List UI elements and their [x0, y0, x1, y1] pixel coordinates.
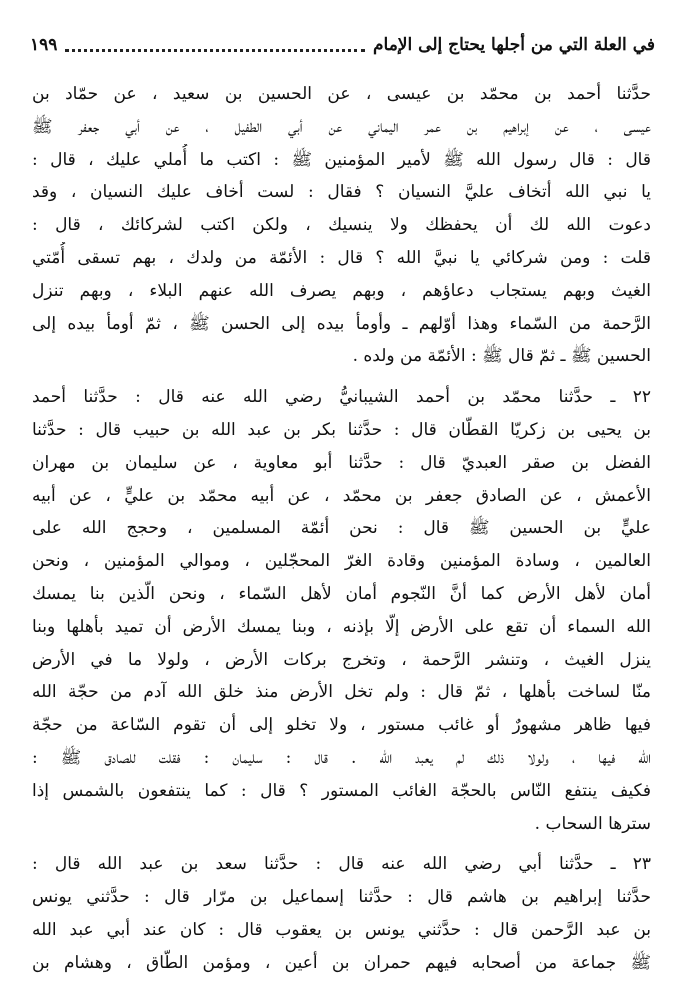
- text-line: بن عبد الرَّحمن قال : حدَّثني يونس بن يعقوب قال : كان عند أبي عبد الله: [32, 919, 651, 940]
- text-line: منّا لساخت بأهلها ، ثمّ قال : ولم تخل الأرض منذ خلق الله آدم من حجّة الله: [32, 682, 651, 703]
- chapter-title: في العلة التي من أجلها يحتاج إلى الإمام: [373, 35, 655, 55]
- text-line: حدَّثنا إبراهيم بن هاشم قال : حدَّثنا إسماعيل بن مرّار قال : حدَّثني يونس: [32, 887, 651, 908]
- body-text: [32, 78, 651, 980]
- text-line: أمان لأهل الأرض كما أنَّ النّجوم أمان لأهل السّماء ، ونحن الّذين بنا يمسك: [32, 583, 651, 604]
- text-line: سترها السحاب .: [534, 813, 651, 834]
- text-line: الرَّحمة من السّماء وهذا أوّلهم ـ وأومأ بيده إلى الحسن ﷺ ، ثمّ أومأ بيده إلى: [32, 313, 651, 334]
- text-line: ٢٣ ـ حدَّثنا أبي رضي الله عنه قال : حدَّثنا سعد بن عبد الله قال :: [32, 854, 651, 875]
- running-header: [30, 30, 655, 60]
- text-line: عيسى ، عن إبراهيم بن عمر اليماني عن أبي الطفيل ، عن أبي جعفر ﷺ: [32, 116, 651, 137]
- text-line: فيها ظاهر مشهورٌ أو غائب مستور ، ولا تخلو إلى أن تقوم السّاعة من حجّة: [32, 715, 651, 736]
- paragraph-22: [32, 381, 651, 840]
- text-line: بن يحيى بن زكريّا القطّان قال : حدَّثنا بكر بن عبد الله بن حبيب قال : حدَّثنا: [32, 419, 651, 440]
- text-line: الله السماء أن تقع على الأرض إلّا بإذنه ، وبنا يمسك الأرض أن تميد بأهلها وبنا: [32, 616, 651, 637]
- text-line: ٢٢ ـ حدَّثنا محمّد بن أحمد الشيبانيُّ رضي الله عنه قال : حدَّثنا أحمد: [32, 387, 651, 408]
- text-line: عليٍّ بن الحسين ﷺ قال : نحن أئمّة المسلمين ، وحجج الله على: [32, 518, 651, 539]
- text-line: فكيف ينتفع النّاس بالحجّة الغائب المستور ؟ قال : كما ينتفعون بالشمس إذا: [32, 780, 651, 801]
- text-line: قال : قال رسول الله ﷺ لأمير المؤمنين ﷺ : اكتب ما أُملي عليك ، قال :: [32, 149, 651, 170]
- text-line: الحسين ﷺ ـ ثمّ قال ﷺ : الأئمّة من ولده .: [352, 346, 651, 367]
- page-number: ١٩٩: [30, 35, 58, 55]
- paragraph-gap: [32, 373, 651, 381]
- text-line: حدَّثنا أحمد بن محمّد بن عيسى ، عن الحسين بن سعيد ، عن حمّاد بن: [32, 84, 651, 104]
- text-line: يا نبي الله أتخاف عليَّ النسيان ؟ فقال : لست أخاف عليك النسيان ، وقد: [32, 182, 651, 203]
- text-line: العالمين ، وسادة المؤمنين وقادة الغرّ المحجّلين ، وموالي المؤمنين ، ونحن: [32, 551, 651, 572]
- text-line: الله فيها ، ولولا ذلك لم يعبد الله . قال : سليمان : فقلت للصادق ﷺ :: [32, 747, 651, 768]
- text-line: قلت : ومن شركائي يا نبيَّ الله ؟ قال : الأئمّة من ولدك ، بهم تسقى أُمّتي: [32, 247, 651, 268]
- text-line: ينزل الغيث ، وتنشر الرَّحمة ، وتخرج بركات الأرض ، ولولا ما في الأرض: [32, 649, 651, 670]
- paragraph-gap: [32, 840, 651, 848]
- paragraph-1: [32, 78, 651, 373]
- paragraph-23: [32, 848, 651, 979]
- text-line: دعوت الله لك أن يحفظك ولا ينسيك ، ولكن اكتب لشركائك ، قال :: [32, 215, 651, 236]
- text-line: ﷺ جماعة من أصحابه فيهم حمران بن أعين ، ومؤمن الطّاق ، وهشام بن: [32, 952, 651, 973]
- text-line: الفضل بن صقر العبديّ قال : حدَّثنا أبو معاوية ، عن سليمان بن مهران: [32, 452, 651, 473]
- text-line: الغيث وبهم يستجاب دعاؤهم ، وبهم يصرف الله عنهم البلاء ، وبهم تنزل: [32, 280, 651, 301]
- header-dot-leader: [65, 39, 365, 52]
- text-line: الأعمش ، عن الصادق جعفر بن محمّد ، عن أبيه محمّد بن عليٍّ ، عن أبيه: [32, 485, 651, 506]
